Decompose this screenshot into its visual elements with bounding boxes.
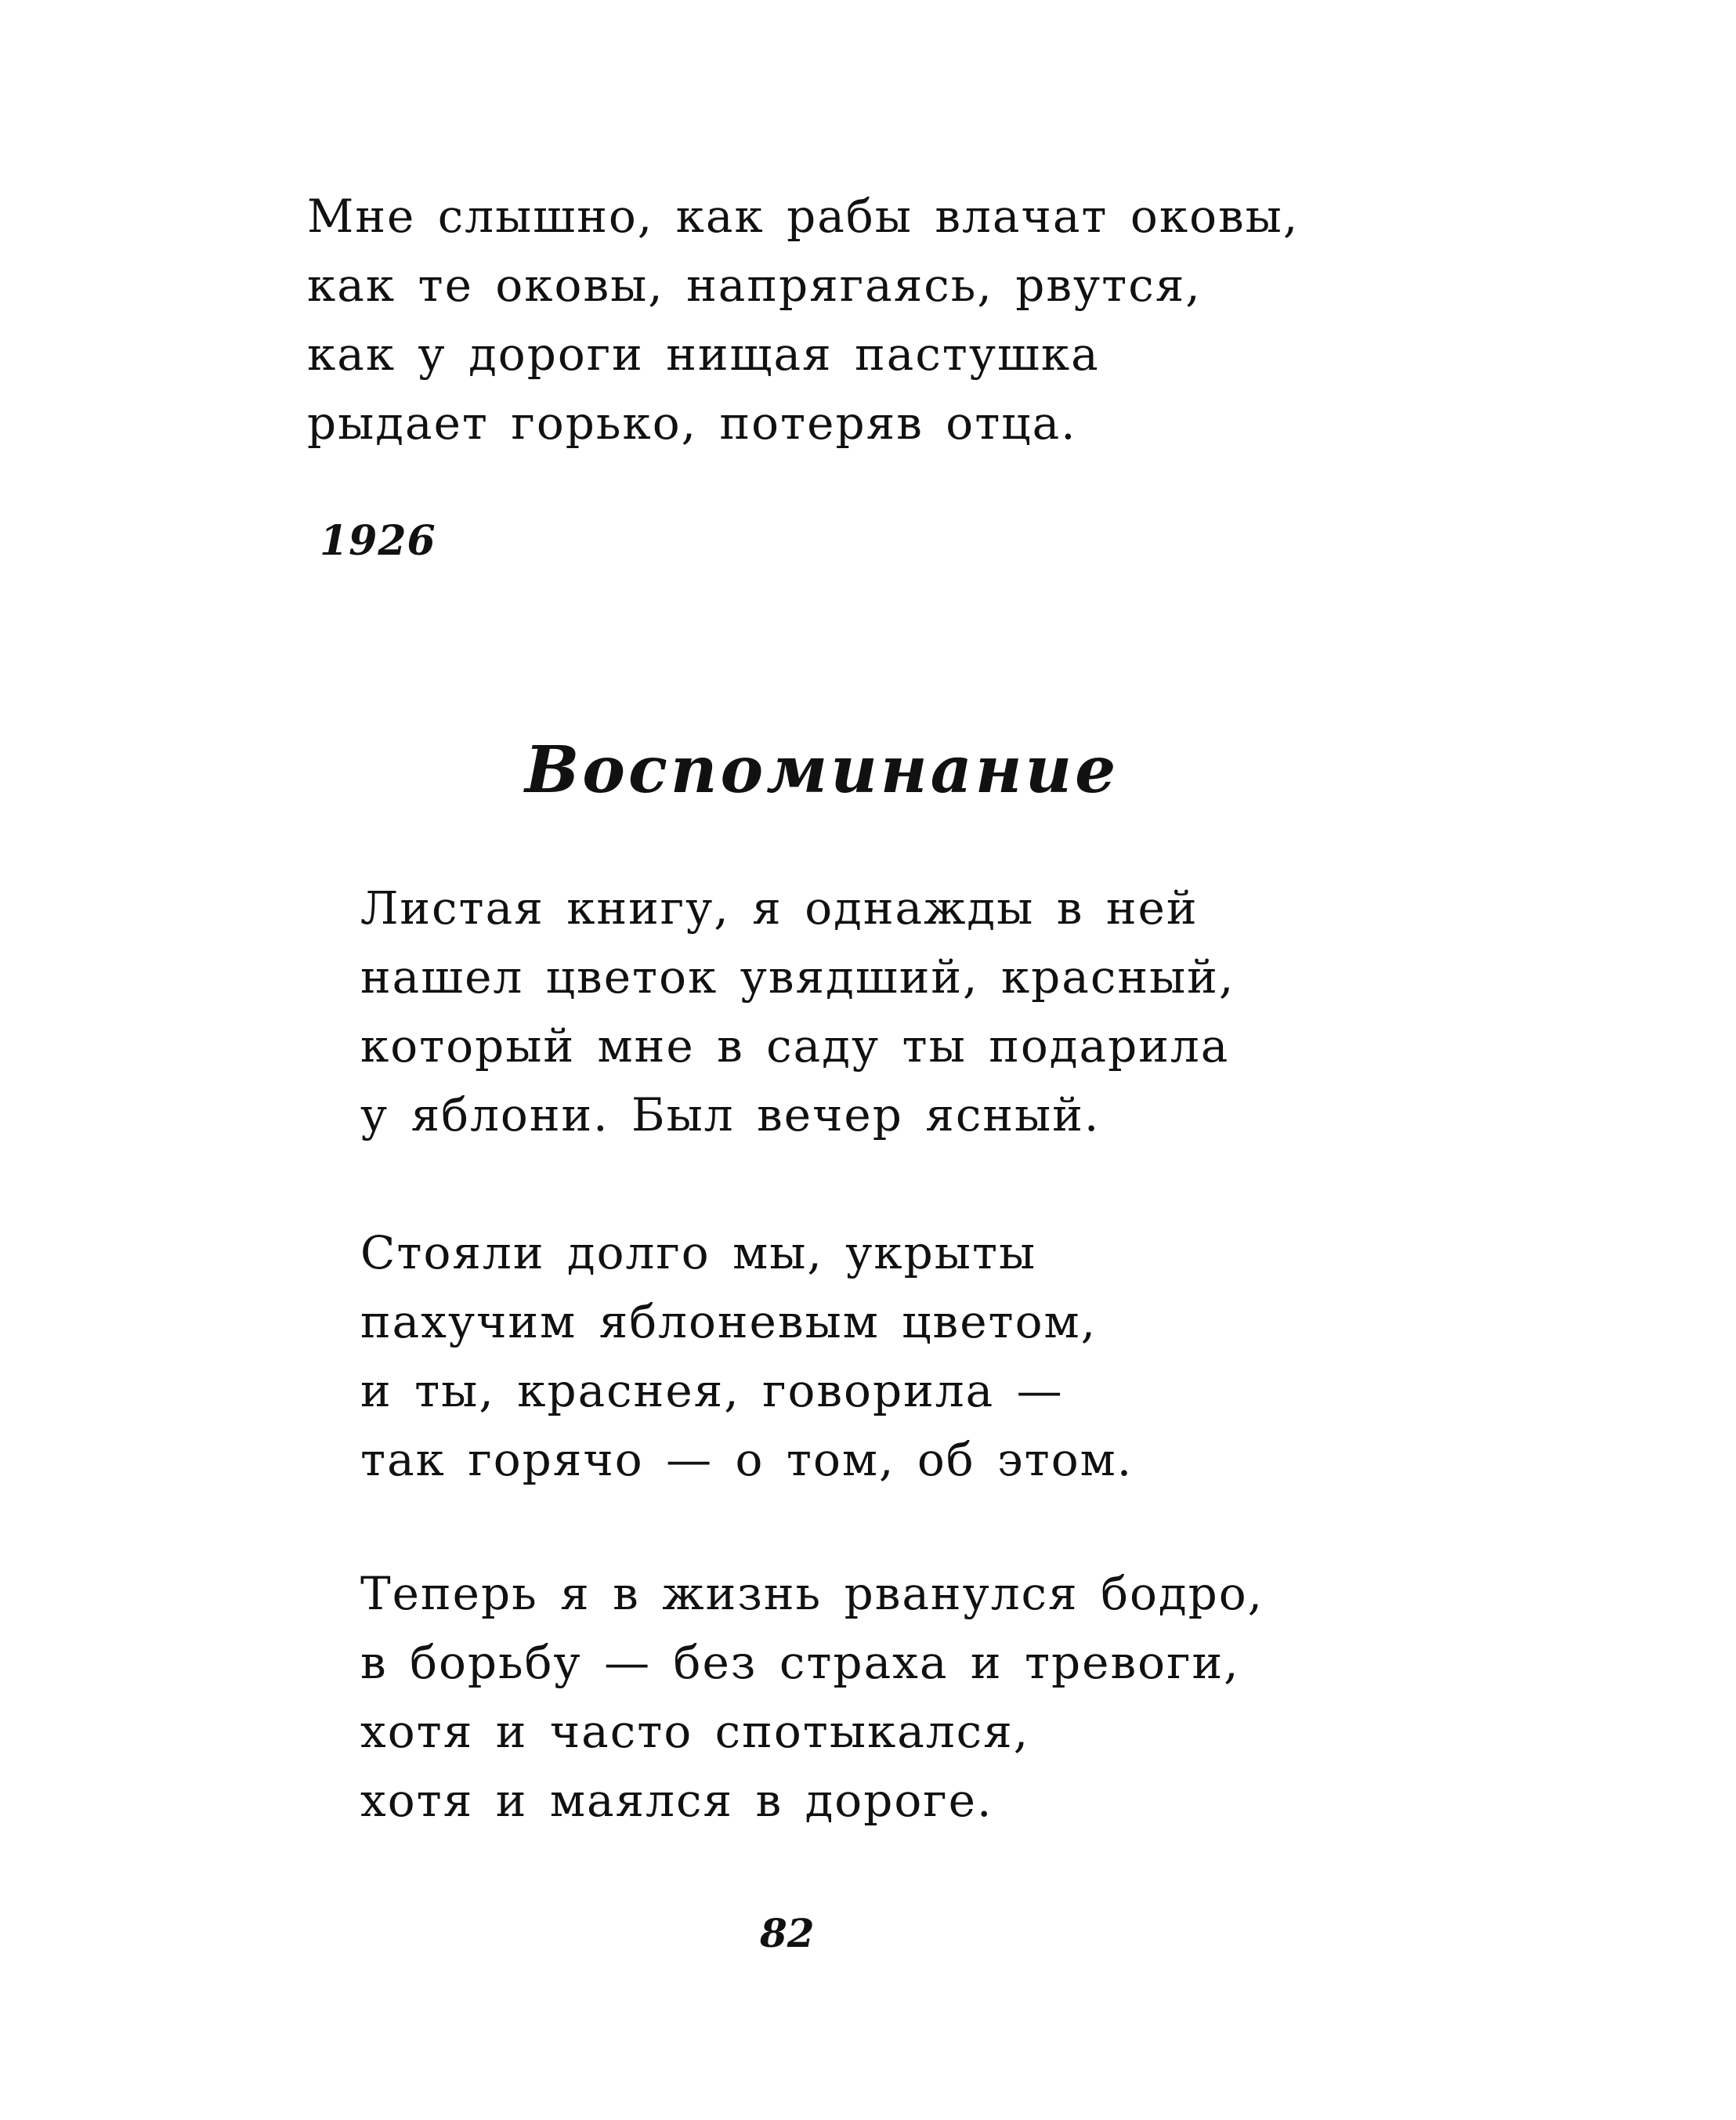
- poem-line: Теперь я в жизнь рванулся бодро,: [360, 1567, 1264, 1620]
- poem-line: хотя и часто спотыкался,: [360, 1705, 1030, 1758]
- poem-line: рыдает горько, потеряв отца.: [307, 396, 1077, 450]
- poem-line: нашел цветок увядший, красный,: [360, 950, 1235, 1004]
- page-number: 82: [760, 1910, 815, 1956]
- poem-line: который мне в саду ты подарила: [360, 1019, 1230, 1073]
- poem-line: хотя и маялся в дороге.: [360, 1774, 993, 1827]
- poem-title: Воспоминание: [525, 733, 1119, 808]
- poem-date: 1926: [320, 517, 436, 565]
- poem-line: пахучим яблоневым цветом,: [360, 1295, 1098, 1348]
- poem-line: Мне слышно, как рабы влачат оковы,: [307, 190, 1300, 243]
- stanza-3: [360, 1559, 1264, 1835]
- poem-line: как у дороги нищая пастушка: [307, 327, 1100, 381]
- poem-line: и ты, краснея, говорила —: [360, 1364, 1064, 1417]
- poem-line: Стояли долго мы, укрыты: [360, 1226, 1037, 1279]
- poem-line: Листая книгу, я однажды в ней: [360, 881, 1199, 935]
- poem-line: как те оковы, напрягаясь, рвутся,: [307, 259, 1202, 312]
- poem-line: так горячо — о том, об этом.: [360, 1433, 1134, 1486]
- stanza-1: [360, 874, 1235, 1149]
- previous-poem-ending: [307, 182, 1299, 458]
- poem-line: в борьбу — без страха и тревоги,: [360, 1636, 1240, 1689]
- poem-line: у яблони. Был вечер ясный.: [360, 1088, 1101, 1141]
- stanza-2: [360, 1218, 1133, 1494]
